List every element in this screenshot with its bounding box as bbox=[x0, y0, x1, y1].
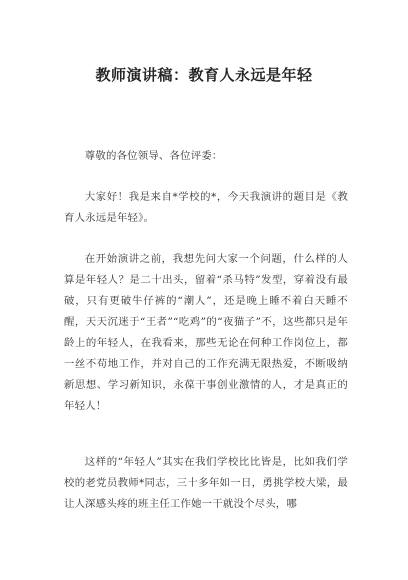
greeting-paragraph: 大家好！我是来自*学校的*，今天我演讲的题目是《教育人永远是年轻》。 bbox=[64, 191, 348, 224]
salutation-paragraph: 尊敬的各位领导、各位评委： bbox=[84, 150, 223, 162]
document-title: 教师演讲稿：教育人永远是年轻 bbox=[95, 66, 313, 84]
body-paragraph-example: 这样的“年轻人”其实在我们学校比比皆是，比如我们学校的老党员教师*同志，三十多年如一日，勇挑学校大梁，最让人深感头疼的班主任工作她一干就没个尽头，哪 bbox=[64, 456, 348, 510]
body-paragraph-question: 在开始演讲之前，我想先问大家一个问题，什么样的人算是年轻人？是二十出头，留着“杀马特”发型，穿着没有最破，只有更破牛仔裤的“潮人”，还是晚上睡不着白天睡不醒，天天沉迷于“王者”“吃鸡”的“夜猫子”不，这些都只是年龄上的年轻人，在我看来，那些无论在何种工作岗位上，都一丝不苟地工作，并对自己的工作充满无限热爱，不断吸纳新思想、学习新知识，永葆干事创业激情的人，才是真正的年轻人！ bbox=[64, 253, 348, 412]
